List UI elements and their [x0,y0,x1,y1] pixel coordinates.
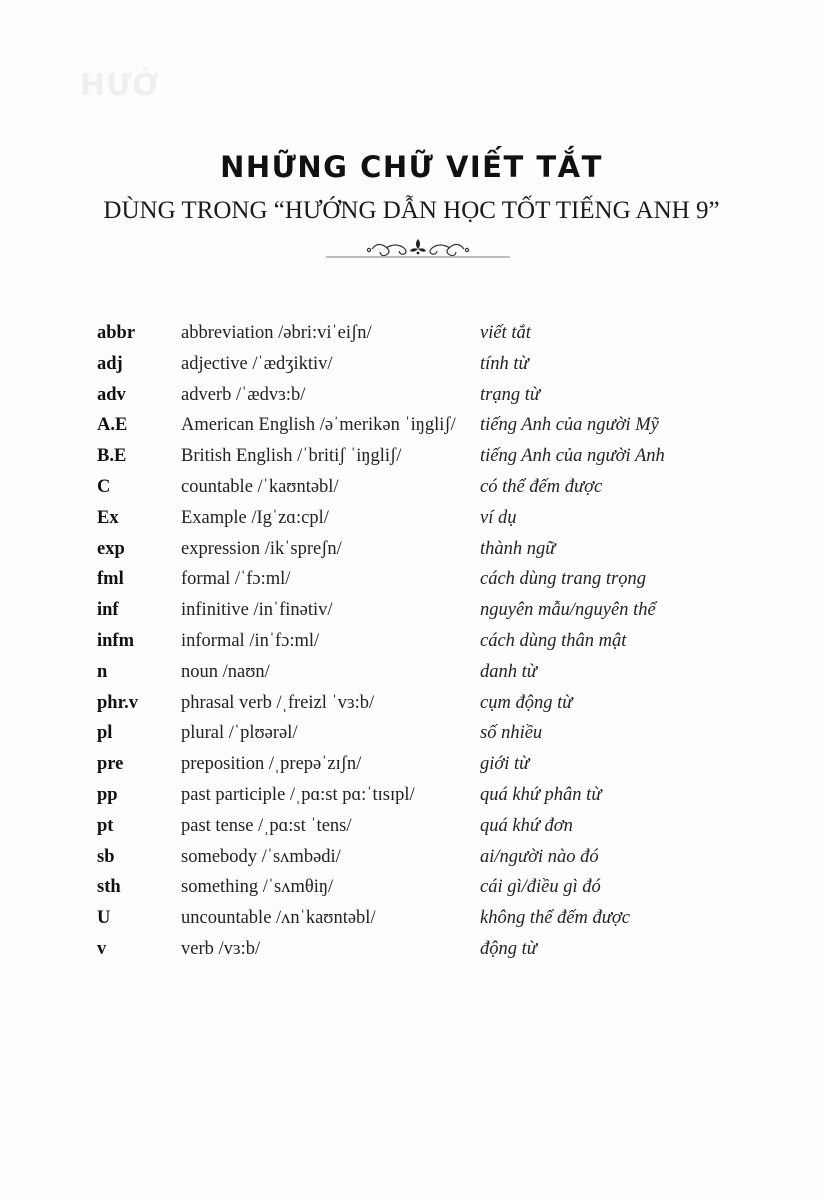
abbreviation: A.E [97,415,128,436]
list-item [97,410,737,441]
abbreviation: fml [97,569,124,590]
page-subtitle: DÙNG TRONG “HƯỚNG DẪN HỌC TỐT TIẾNG ANH 9” [103,197,720,224]
full-term-with-pronunciation: abbreviation /əbri:viˈeiʃn/ [181,323,372,343]
abbreviation-list [97,318,737,965]
abbreviation: sb [97,846,115,867]
list-item [97,472,737,503]
full-term-with-pronunciation: verb /vɜ:b/ [181,938,261,959]
abbreviation: phr.v [97,692,138,713]
full-term-with-pronunciation: expression /ikˈspreʃn/ [181,538,342,559]
abbreviation: pl [97,723,113,744]
vietnamese-meaning: động từ [480,938,537,959]
full-term-with-pronunciation: something /ˈsʌmθiŋ/ [181,877,334,898]
abbreviation: adj [97,353,123,374]
list-item [97,564,737,595]
list-item [97,811,737,842]
vietnamese-meaning: danh từ [480,661,537,682]
list-item [97,842,737,873]
full-term-with-pronunciation: plural /ˈplʊərəl/ [181,723,298,744]
full-term-with-pronunciation: noun /naʊn/ [181,661,270,682]
vietnamese-meaning: thành ngữ [480,538,556,559]
abbreviation: pt [97,815,114,836]
vietnamese-meaning: tiếng Anh của người Mỹ [480,415,659,436]
list-item [97,349,737,380]
vietnamese-meaning: quá khứ đơn [480,815,573,836]
full-term-with-pronunciation: somebody /ˈsʌmbədi/ [181,846,341,867]
abbreviation: U [97,908,111,929]
vietnamese-meaning: quá khứ phân từ [480,784,602,805]
abbreviation: pp [97,784,118,805]
full-term-with-pronunciation: preposition /ˌprepəˈzɪʃn/ [181,754,362,775]
abbreviation: B.E [97,446,127,467]
vietnamese-meaning: cái gì/điều gì đó [480,877,601,898]
list-item [97,380,737,411]
list-item [97,318,737,349]
abbreviation: n [97,661,108,682]
vietnamese-meaning: không thể đếm được [480,908,630,929]
full-term-with-pronunciation: uncountable /ʌnˈkaʊntəbl/ [181,908,376,929]
full-term-with-pronunciation: infinitive /inˈfinətiv/ [181,600,333,621]
list-item [97,688,737,719]
vietnamese-meaning: số nhiều [480,723,543,744]
abbreviation: pre [97,754,124,775]
full-term-with-pronunciation: American English /əˈmerikən ˈiŋgliʃ/ [181,415,456,436]
abbreviation: v [97,938,107,959]
list-item [97,441,737,472]
page-title: NHỮNG CHỮ VIẾT TẮT [220,150,603,184]
abbreviation: sth [97,877,121,898]
vietnamese-meaning: tính từ [480,353,529,374]
full-term-with-pronunciation: informal /inˈfɔ:ml/ [181,630,320,651]
list-item [97,780,737,811]
list-item [97,749,737,780]
full-term-with-pronunciation: British English /ˈbritiʃ ˈiŋgliʃ/ [181,446,402,467]
full-term-with-pronunciation: countable /ˈkaʊntəbl/ [181,476,339,497]
vietnamese-meaning: ai/người nào đó [480,846,599,867]
list-item [97,718,737,749]
vietnamese-meaning: cách dùng thân mật [480,630,627,651]
list-item [97,534,737,565]
full-term-with-pronunciation: adverb /ˈædvɜ:b/ [181,384,306,405]
full-term-with-pronunciation: Example /Igˈzɑ:cpl/ [181,507,329,528]
full-term-with-pronunciation: past participle /ˌpɑ:st pɑ:ˈtɪsɪpl/ [181,784,415,805]
list-item [97,657,737,688]
vietnamese-meaning: ví dụ [480,507,517,528]
full-term-with-pronunciation: phrasal verb /ˌfreizl ˈvɜ:b/ [181,692,375,713]
abbreviation: Ex [97,507,119,528]
list-item [97,934,737,965]
full-term-with-pronunciation: adjective /ˈædʒiktiv/ [181,353,333,374]
abbreviation: inf [97,600,119,621]
ornament-divider-icon [326,236,510,262]
list-item [97,903,737,934]
abbreviation: adv [97,384,126,405]
vietnamese-meaning: tiếng Anh của người Anh [480,446,665,467]
vietnamese-meaning: viết tắt [480,323,531,343]
list-item [97,595,737,626]
list-item [97,503,737,534]
vietnamese-meaning: cách dùng trang trọng [480,569,646,590]
list-item [97,872,737,903]
full-term-with-pronunciation: formal /ˈfɔ:ml/ [181,569,291,590]
vietnamese-meaning: giới từ [480,754,530,775]
abbreviation: exp [97,538,125,559]
faded-ghost-text: HƯỚ [80,68,160,103]
vietnamese-meaning: trạng từ [480,384,540,405]
abbreviation: C [97,476,111,497]
vietnamese-meaning: nguyên mẫu/nguyên thể [480,600,656,621]
vietnamese-meaning: cụm động từ [480,692,573,713]
full-term-with-pronunciation: past tense /ˌpɑ:st ˈtens/ [181,815,352,836]
abbreviation: infm [97,630,134,651]
list-item [97,626,737,657]
vietnamese-meaning: có thể đếm được [480,476,603,497]
abbreviation: abbr [97,323,136,343]
